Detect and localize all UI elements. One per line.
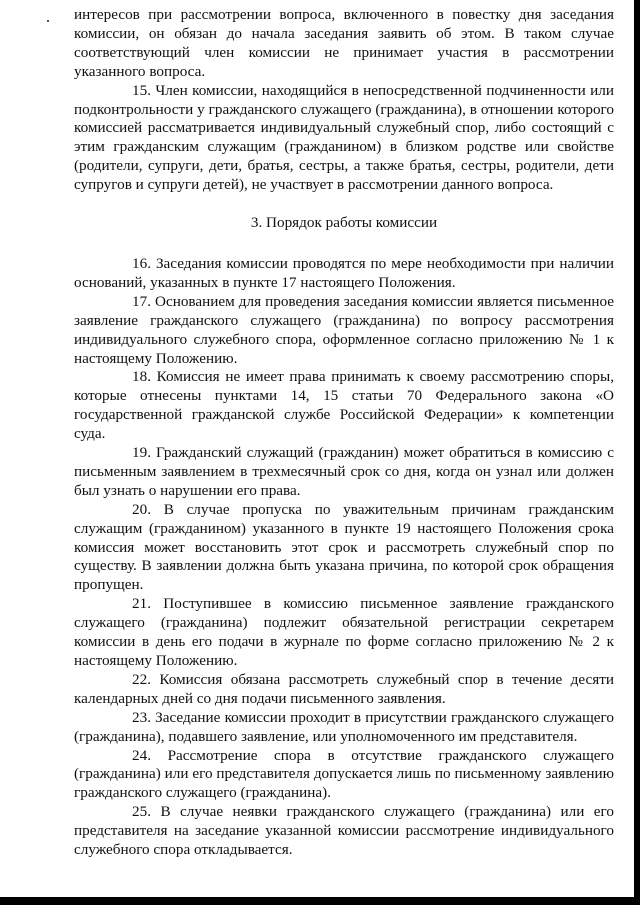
- paragraph-24: 24. Рассмотрение спора в отсутствие гражданского служащего (гражданина) или его представителя допускается лишь по письменному заявлению гражданского служащего (гражданина).: [74, 746, 614, 802]
- paragraph-14-continuation: интересов при рассмотрении вопроса, включенного в повестку дня заседания комиссии, он обязан до начала заседания заявить об этом. В таком случае соответствующий член комиссии не принимает участия в рассмотрении указанного вопроса.: [74, 6, 614, 80]
- paragraph-21: 21. Поступившее в комиссию письменное заявление гражданского служащего (гражданина) подлежит обязательной регистрации секретарем комиссии в день его подачи в журнале по форме согласно приложению № 2 к настоящему Положению.: [74, 595, 614, 669]
- paragraph-20: 20. В случае пропуска по уважительным причинам гражданским служащим (гражданином) указанного в пункте 19 настоящего Положения срока комиссия может восстановить этот срок и рассмотреть служебный спор по существу. В заявлении должна быть указана причина, по которой срок обращения пропущен.: [74, 500, 614, 594]
- scan-speck: [47, 20, 49, 22]
- paragraph-16: 16. Заседания комиссии проводятся по мере необходимости при наличии оснований, указанных в пункте 17 настоящего Положения.: [74, 254, 614, 291]
- paragraph-15: 15. Член комиссии, находящийся в непосредственной подчиненности или подконтрольности у гражданского служащего (гражданина), в отношении которого комиссией рассматривается индивидуальный служебный спор, либо состоящий с этим гражданским служащим (гражданином) в близком родстве или свойстве (родители, супруги, дети, братья, сестры, а также братья, сестры, родители, дети супругов и супруги детей), не участвует в рассмотрении данного вопроса.: [74, 81, 614, 194]
- section-heading: 3. Порядок работы комиссии: [250, 214, 438, 232]
- paragraph-22: 22. Комиссия обязана рассмотреть служебный спор в течение десяти календарных дней со дня подачи письменного заявления.: [74, 670, 614, 707]
- document-body: [74, 6, 614, 860]
- paragraph-19: 19. Гражданский служащий (гражданин) может обратиться в комиссию с письменным заявлением в трехмесячный срок со дня, когда он узнал или должен был узнать о нарушении его права.: [74, 444, 614, 499]
- paragraph-23: 23. Заседание комиссии проходит в присутствии гражданского служащего (гражданина), подавшего заявление, или уполномоченного им представителя.: [74, 708, 614, 745]
- paragraph-25: 25. В случае неявки гражданского служащего (гражданина) или его представителя на заседание указанной комиссии рассмотрение индивидуального служебного спора откладывается.: [74, 803, 614, 859]
- scan-edge-right: [634, 0, 640, 905]
- paragraph-17: 17. Основанием для проведения заседания комиссии является письменное заявление гражданского служащего (гражданина) по вопросу рассмотрения индивидуального служебного спора, оформленное согласно приложению № 1 к настоящему Положению.: [74, 292, 614, 367]
- scan-edge-bottom: [0, 897, 640, 905]
- paragraph-18: 18. Комиссия не имеет права принимать к своему рассмотрению споры, которые отнесены пунктами 14, 15 статьи 70 Федерального закона «О государственной гражданской службе Российской Федерации» к компетенции суда.: [74, 368, 614, 443]
